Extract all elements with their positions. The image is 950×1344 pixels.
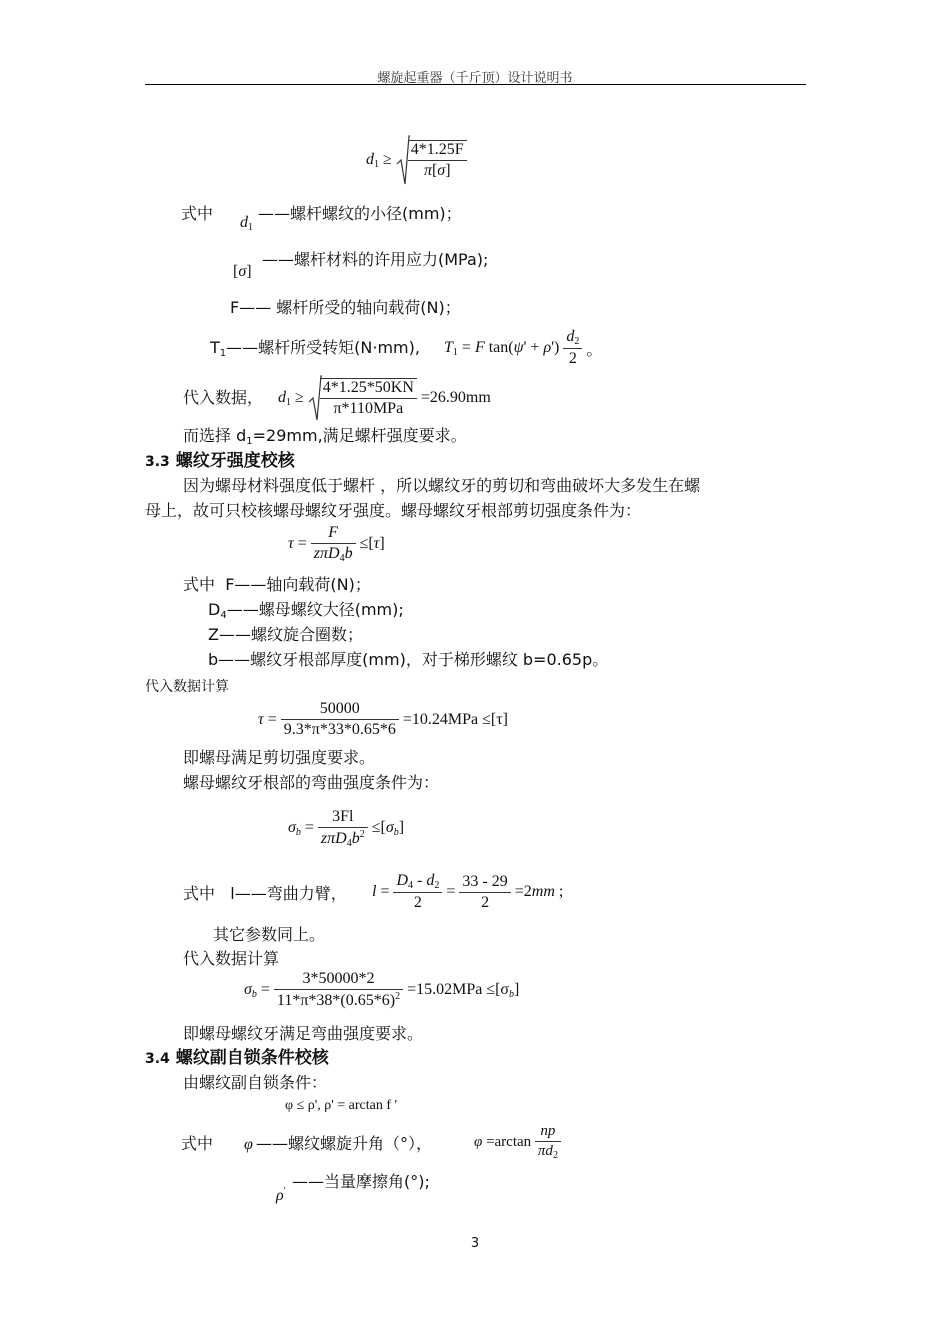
paragraph-3-3-line2: 母上，故可只校核螺母螺纹牙强度。螺母螺纹牙根部剪切强度条件为： <box>145 501 642 520</box>
symbol-rho: ρ' <box>276 1186 286 1204</box>
def-F-1: F—— 螺杆所受的轴向载荷(N)； <box>230 298 461 317</box>
symbol-d1: $d_1$ <box>240 214 253 233</box>
formula-bending-condition: $\sigma_b$ = $\frac{3Fl}{z\pi D_4b^2}$ $\le[\sigma_b]$ <box>288 808 405 849</box>
formula-d1-value: $d_1$ ≥ $\frac{4*1.25*50KN}{\text{π*110MPa}}$ =26.90mm <box>278 374 491 422</box>
def-T1: $T_1——$螺杆所受转矩(N·mm), <box>210 338 420 359</box>
formula-T1: $T_1 = F$ tan(ψ' + ρ') $\frac{d_2}{2}$ 。 <box>444 328 603 367</box>
paragraph-3-3-line1: 因为螺母材料强度低于螺杆 ，所以螺纹牙的剪切和弯曲破坏大多发生在螺 <box>183 476 701 495</box>
header-rule <box>145 84 806 85</box>
running-header: 螺旋起重器（千斤顶）设计说明书 <box>377 71 573 86</box>
calc-label-2: 代入数据计算 <box>183 949 280 968</box>
where-label-1: 式中 <box>181 204 214 223</box>
formula-shear-condition: τ = $\frac{F}{z\pi D_4b}$ ≤[τ] <box>288 524 385 564</box>
formula-d1-condition: $d_1$ ≥ $\frac{4*1.25F}{\pi[\sigma]}$ <box>366 134 467 186</box>
bending-condition-intro: 螺母螺纹牙根部的弯曲强度条件为： <box>183 773 440 792</box>
shear-ok: 即螺母满足剪切强度要求。 <box>183 748 376 767</box>
formula-bending-value: $\sigma_b$ = $\frac{3*50000*2}{11*\pi*38*(0.65*6)^2}$ $=15.02MPa \le[\sigma_b]$ <box>244 970 520 1009</box>
formula-phi: φ =arctan $\frac{np}{\pi d_2}$ <box>474 1123 561 1161</box>
def-Z: Z——螺纹旋合圈数； <box>208 625 363 644</box>
def-l: 式中 l——弯曲力臂， <box>183 884 347 903</box>
symbol-sigma: [σ] <box>233 263 252 280</box>
formula-self-lock: φ ≤ ρ', ρ' = arctan f ' <box>285 1098 398 1113</box>
formula-d1-numerator: 4*1.25F <box>408 141 467 161</box>
symbol-phi: φ <box>244 1136 253 1153</box>
def-phi: ——螺纹螺旋升角（°）， <box>256 1134 433 1153</box>
bending-ok: 即螺母螺纹牙满足弯曲强度要求。 <box>183 1024 424 1043</box>
choose-d1: 而选择 $d_1=29mm$,满足螺杆强度要求。 <box>183 426 467 447</box>
formula-shear-value: τ = $\frac{50000}{9.3*\pi*33*0.65*6}$ =10.24MPa ≤[τ] <box>258 700 508 738</box>
calc-label-1: 代入数据计算 <box>145 679 229 695</box>
section-heading-3-3: 3.3 螺纹牙强度校核 <box>145 451 295 471</box>
where-label-2: 式中 F——轴向载荷(N)； <box>183 575 371 594</box>
self-lock-intro: 由螺纹副自锁条件： <box>183 1073 328 1092</box>
other-params: 其它参数同上。 <box>213 925 326 944</box>
where-label-3: 式中 <box>181 1134 214 1153</box>
formula-l: l = $\frac{D_4 - d_2}{2}$ = $\frac{33 - 29}{2}$ =2mm ; <box>372 872 564 911</box>
def-sigma: ——螺杆材料的许用应力(MPa); <box>262 250 489 269</box>
plug-label: 代入数据， <box>183 388 264 407</box>
page-number: 3 <box>470 1236 480 1251</box>
def-d1: ——螺杆螺纹的小径(mm)； <box>258 204 462 223</box>
def-rho: ——当量摩擦角(°); <box>292 1172 430 1191</box>
def-D4: $D_4——$螺母螺纹大径(mm); <box>208 600 404 621</box>
def-b: b——螺纹牙根部厚度(mm)，对于梯形螺纹 b=0.65p。 <box>208 650 609 669</box>
section-heading-3-4: 3.4 螺纹副自锁条件校核 <box>145 1048 329 1068</box>
